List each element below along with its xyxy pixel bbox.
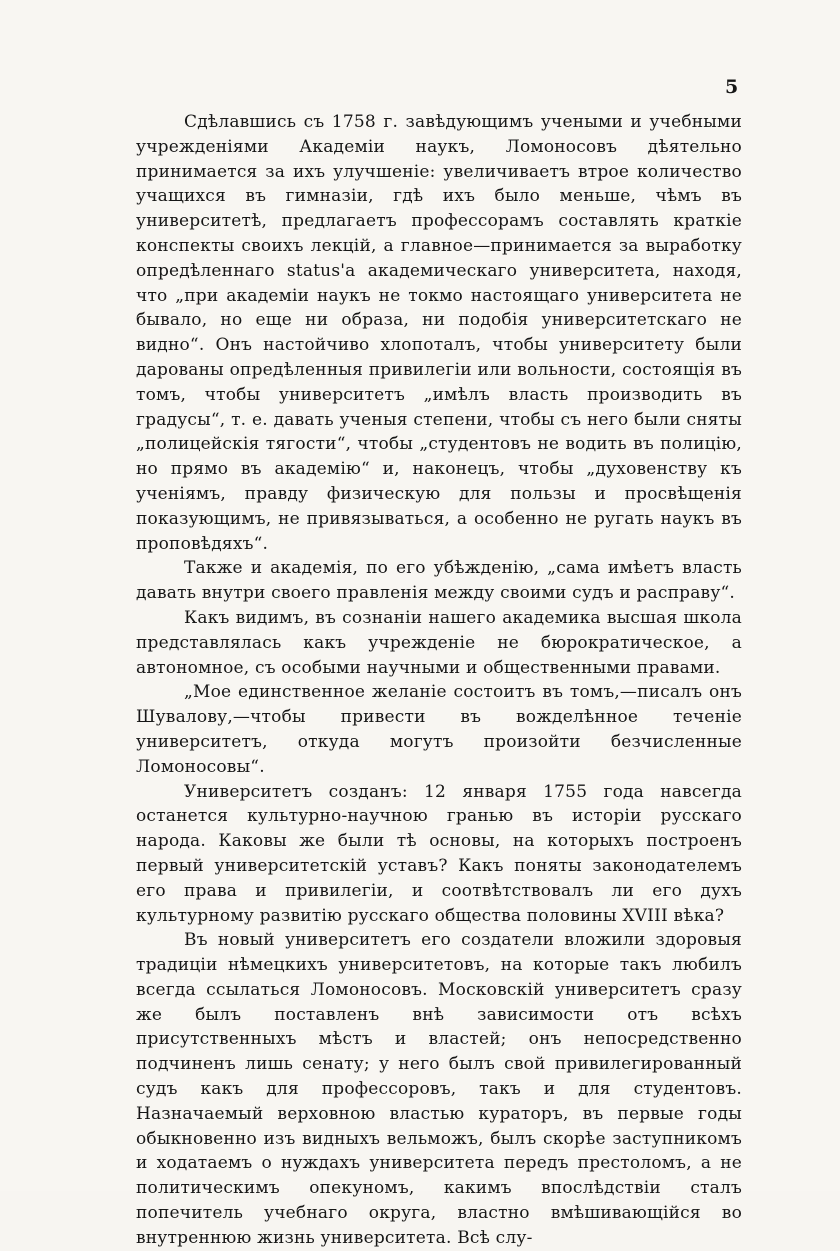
paragraph-1: Сдѣлавшись съ 1758 г. завѣдующимъ учеными и учебными учрежденіями Академіи наукъ, Ломоносовъ дѣятельно принимается за ихъ улучшеніе: увеличиваетъ втрое количество учащихся въ гимназіи, гдѣ ихъ было меньше, чѣмъ въ университетѣ, предлагаетъ профессорамъ составлять краткіе конспекты своихъ лекцій, а главное—принимается за выработку опредѣленнаго status'а академическаго университета, находя, что „при академіи наукъ не токмо настоящаго университета не бывало, но еще ни образа, ни подобія университетскаго не видно“. Онъ настойчиво хлопоталъ, чтобы университету были дарованы опредѣленныя привилегіи или вольности, состоящія въ томъ, чтобы университетъ „имѣлъ власть производить въ градусы“, т. е. давать ученыя степени, чтобы съ него были сняты „полицейскія тягости“, чтобы „студентовъ не водить въ полицію, но прямо въ академію“ и, наконецъ, чтобы „духовенству къ ученіямъ, правду физическую для пользы и просвѣщенія показующимъ, не привязываться, а особенно не ругать наукъ въ проповѣдяхъ“.	[136, 112, 742, 554]
body-text	[136, 110, 742, 1251]
paragraph-6: Въ новый университетъ его создатели вложили здоровыя традиціи нѣмецкихъ университетовъ, на которые такъ любилъ всегда ссылаться Ломоносовъ. Московскій университетъ сразу же былъ поставленъ внѣ зависимости отъ всѣхъ присутственныхъ мѣстъ и властей; онъ непосредственно подчиненъ лишь сенату; у него былъ свой привилегированный судъ какъ для профессоровъ, такъ и для студентовъ. Назначаемый верховною властью кураторъ, въ первые годы обыкновенно изъ видныхъ вельможъ, былъ скорѣе заступникомъ и ходатаемъ о нуждахъ университета передъ престоломъ, а не политическимъ опекуномъ, какимъ впослѣдствіи сталъ попечитель учебнаго округа, властно вмѣшивающійся во внутреннюю жизнь университета. Всѣ слу-	[136, 930, 742, 1248]
paragraph-3: Какъ видимъ, въ сознаніи нашего академика высшая школа представлялась какъ учрежденіе не бюрократическое, а автономное, съ особыми научными и общественными правами.	[136, 607, 742, 678]
paragraph-5: Университетъ созданъ: 12 января 1755 года навсегда останется культурно-научною гранью въ исторіи русскаго народа. Каковы же были тѣ основы, на которыхъ построенъ первый университетскій уставъ? Какъ поняты законодателемъ его права и привилегіи, и соотвѣтствовалъ ли его духъ культурному развитію русскаго общества половины XVIII вѣка?	[136, 781, 742, 926]
paragraph-2: Также и академія, по его убѣжденію, „сама имѣетъ власть давать внутри своего правленія между своими судъ и расправу“.	[136, 558, 742, 604]
page-number: 5	[725, 76, 739, 98]
paragraph-4: „Мое единственное желаніе состоитъ въ томъ,—писалъ онъ Шувалову,—чтобы привести въ вожделѣнное теченіе университетъ, откуда могутъ произойти безчисленные Ломоносовы“.	[136, 682, 742, 777]
